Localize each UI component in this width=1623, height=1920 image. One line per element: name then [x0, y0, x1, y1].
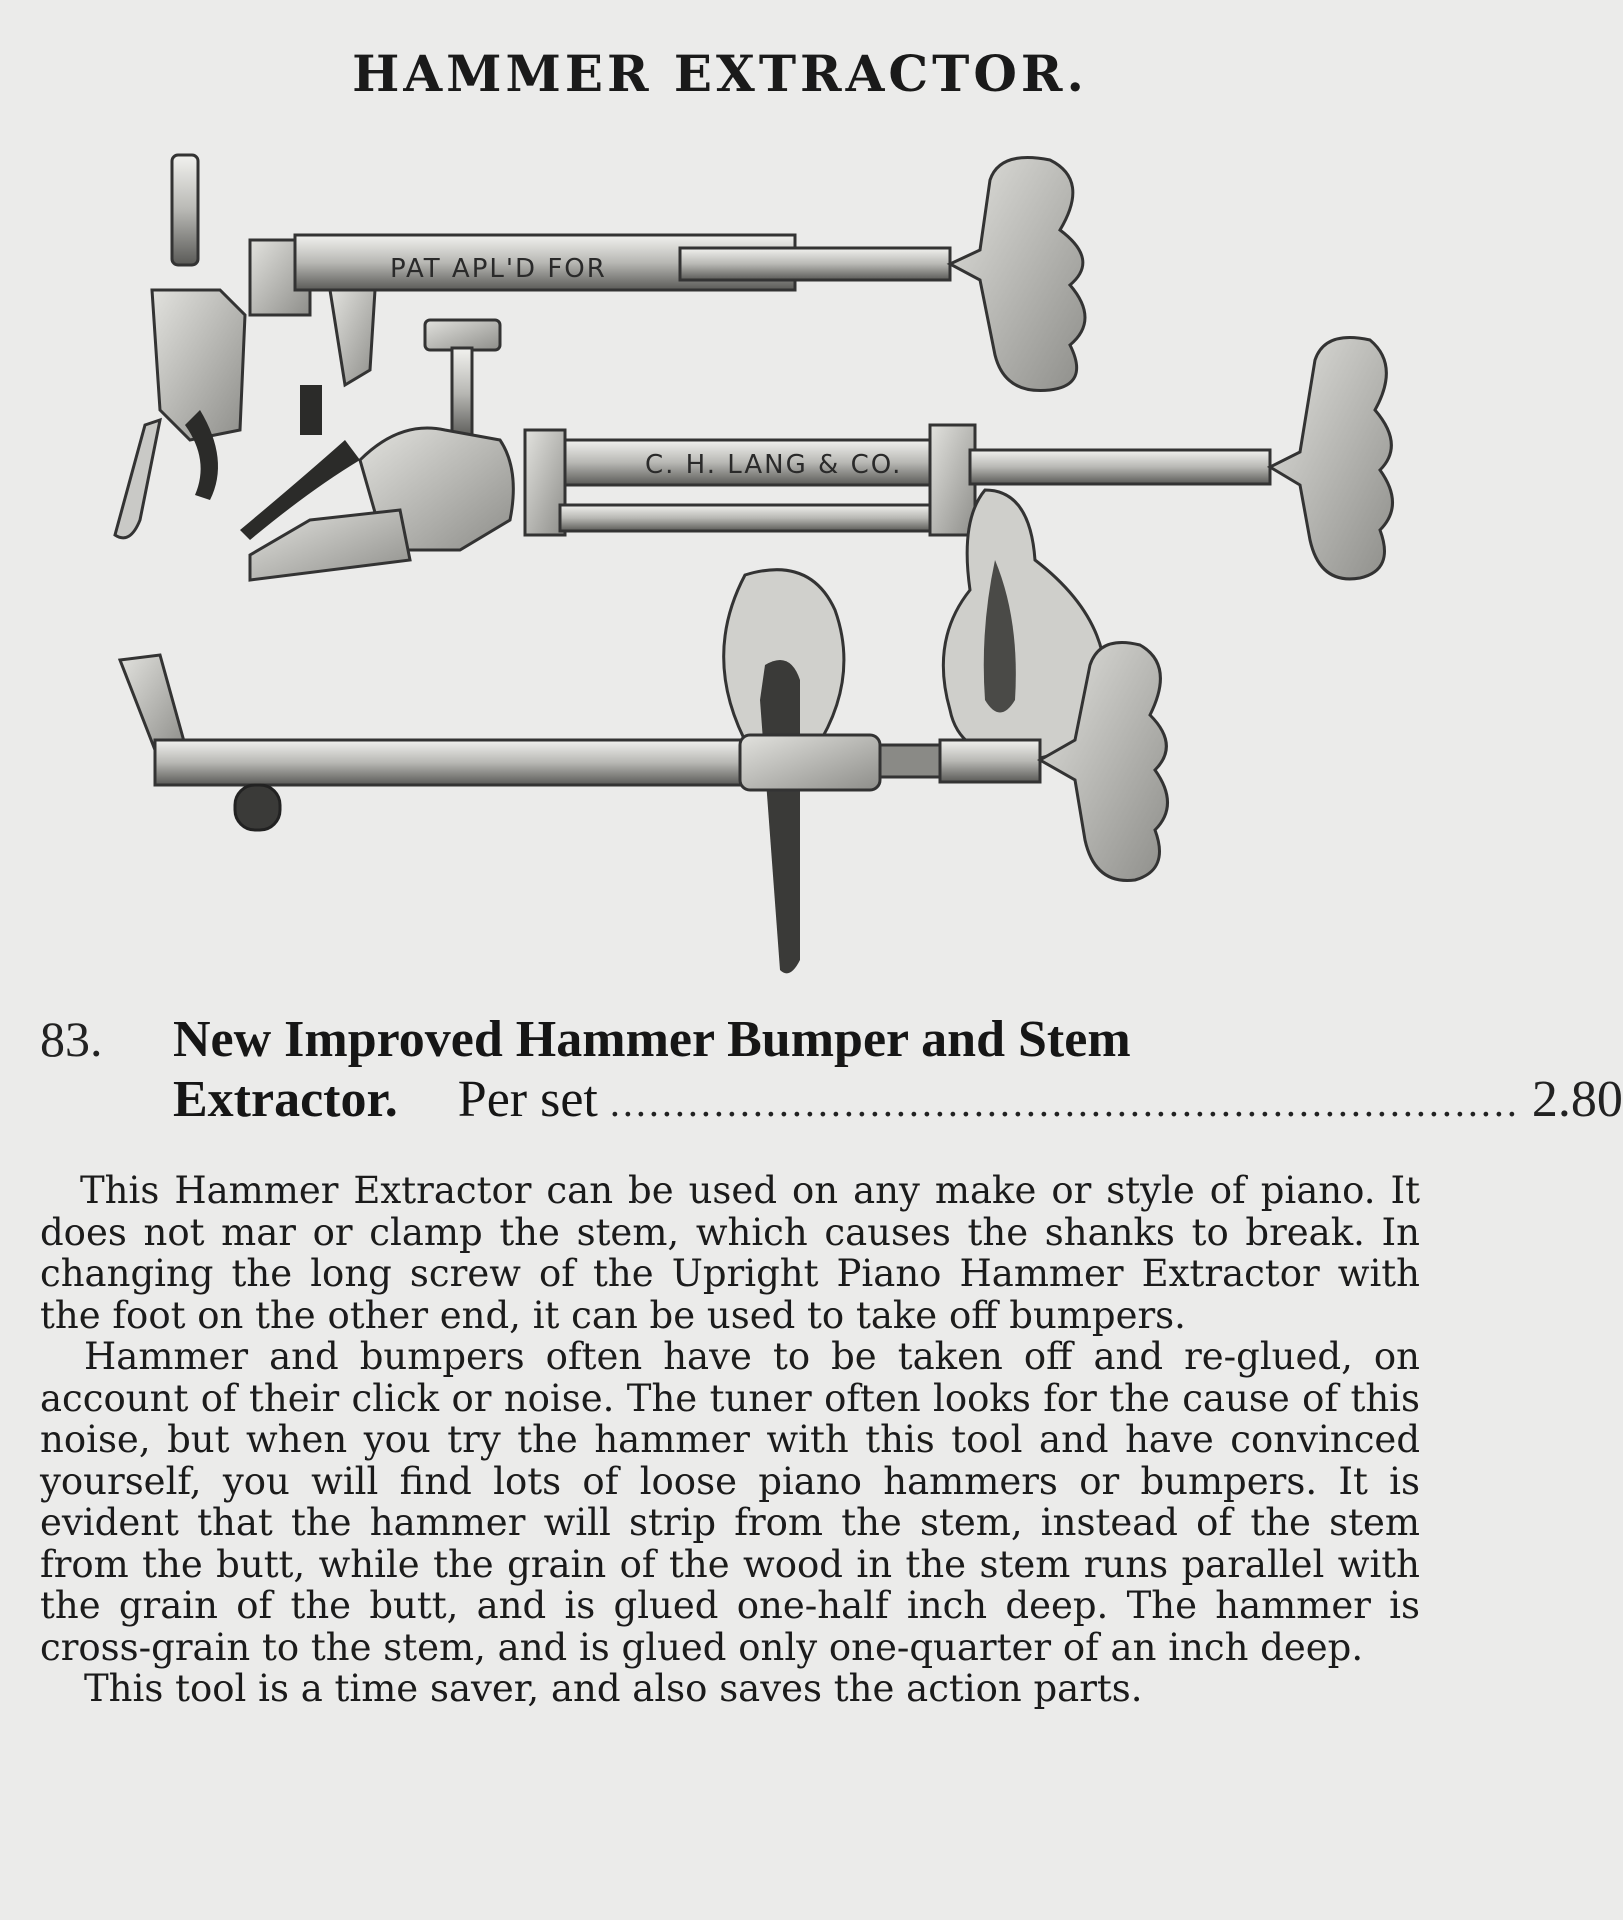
description-paragraph: This Hammer Extractor can be used on any make or style of piano. It does not mar or clamp the stem, which causes the shanks to break. In changing the long screw of the Upright Piano Hammer Extractor with the foot on the other end, it can be used to take off bumpers.: [40, 1169, 1420, 1337]
item-unit: Per set: [457, 1071, 598, 1128]
item-title-continued: Extractor.: [173, 1071, 398, 1128]
page-title: HAMMER EXTRACTOR.: [352, 44, 1088, 103]
middle-tool-stamp: C. H. LANG & CO.: [645, 450, 903, 480]
item-number: 83.: [40, 1011, 103, 1067]
price-leaders: ......................................................................: [609, 1080, 1520, 1125]
item-price: 2.80: [1531, 1071, 1623, 1128]
middle-extractor-tool: [240, 320, 1393, 580]
upper-tool-stamp: PAT APL'D FOR: [390, 254, 607, 284]
description-paragraph: This tool is a time saver, and also saves the action parts.: [84, 1667, 1143, 1710]
item-price-line: [173, 1070, 1623, 1133]
description-text: [40, 1170, 1420, 1710]
description-paragraph: Hammer and bumpers often have to be taken off and re-glued, on account of their click or noise. The tuner often looks for the cause of this noise, but when you try the hammer with this tool and have convinced yourself, you will find lots of loose piano hammers or bumpers. It is evident that the hammer will strip from the stem, instead of the stem from the butt, while the grain of the wood in the stem runs parallel with the grain of the butt, and is glued one-half inch deep. The hammer is cross-grain to the stem, and is glued only one-quarter of an inch deep.: [40, 1335, 1420, 1669]
hammer-extractor-illustration: [100, 140, 1360, 990]
item-title: New Improved Hammer Bumper and Stem: [173, 1011, 1131, 1068]
